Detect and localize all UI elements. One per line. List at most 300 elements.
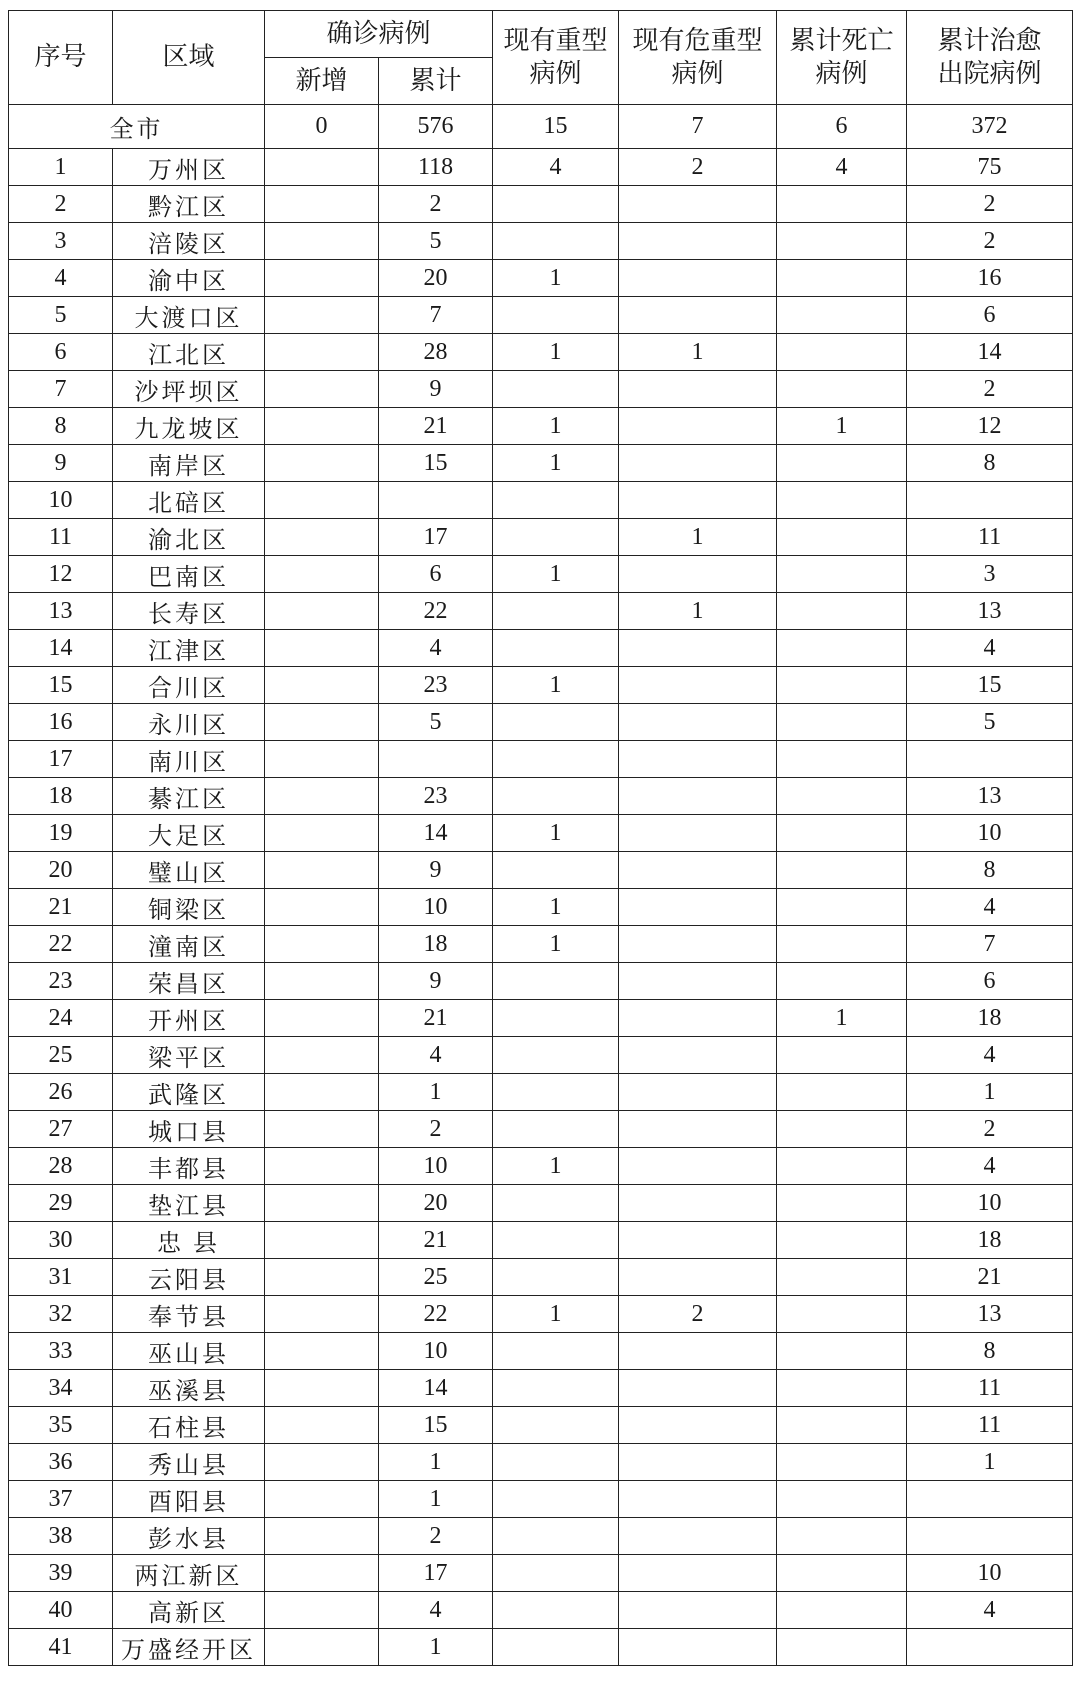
cell-severe: 1 [493,926,619,963]
cell-district: 沙坪坝区 [113,371,265,408]
cell-new [265,334,379,371]
cell-recovered: 6 [907,297,1073,334]
cell-deaths [777,593,907,630]
cell-critical [619,1185,777,1222]
table-row [9,815,1073,852]
table-row [9,889,1073,926]
cell-new [265,630,379,667]
cell-district: 南川区 [113,741,265,778]
cell-new [265,1185,379,1222]
cell-cumulative: 1 [379,1444,493,1481]
cell-district: 潼南区 [113,926,265,963]
cell-new [265,1259,379,1296]
cell-critical [619,926,777,963]
cell-cumulative: 17 [379,519,493,556]
table-row [9,149,1073,186]
cell-district: 万盛经开区 [113,1629,265,1666]
cell-index: 20 [9,852,113,889]
header-recovered-line2: 出院病例 [937,58,1042,89]
cell-new [265,260,379,297]
cell-index: 18 [9,778,113,815]
table-row [9,1407,1073,1444]
total-label: 全市 [9,105,265,149]
header-index: 序号 [9,11,113,105]
header-row-top [9,11,1073,58]
cell-new [265,667,379,704]
cell-severe [493,593,619,630]
cell-index: 15 [9,667,113,704]
cell-index: 19 [9,815,113,852]
cell-cumulative: 5 [379,704,493,741]
header-cumulative: 累计 [379,58,493,105]
cell-critical [619,445,777,482]
cell-severe: 1 [493,260,619,297]
table-row [9,186,1073,223]
cell-district: 城口县 [113,1111,265,1148]
cell-new [265,889,379,926]
cell-severe [493,1370,619,1407]
cell-severe [493,1407,619,1444]
cell-index: 4 [9,260,113,297]
cell-critical [619,741,777,778]
cell-index: 10 [9,482,113,519]
cell-district: 大渡口区 [113,297,265,334]
cell-critical [619,963,777,1000]
cell-district: 涪陵区 [113,223,265,260]
cell-cumulative: 18 [379,926,493,963]
table-row [9,223,1073,260]
cell-critical [619,1148,777,1185]
cell-critical [619,704,777,741]
cell-cumulative: 5 [379,223,493,260]
cell-critical [619,223,777,260]
cell-deaths: 4 [777,149,907,186]
cell-new [265,852,379,889]
cell-index: 39 [9,1555,113,1592]
cell-cumulative: 14 [379,815,493,852]
cell-recovered: 15 [907,667,1073,704]
cell-cumulative: 23 [379,667,493,704]
table-row [9,741,1073,778]
cell-severe [493,519,619,556]
cell-new [265,1333,379,1370]
cell-recovered: 18 [907,1000,1073,1037]
cell-deaths [777,926,907,963]
cell-new [265,445,379,482]
cell-recovered: 1 [907,1074,1073,1111]
cell-district: 大足区 [113,815,265,852]
cell-critical [619,1370,777,1407]
cell-recovered: 2 [907,1111,1073,1148]
cell-index: 25 [9,1037,113,1074]
cell-deaths [777,852,907,889]
cell-deaths [777,1370,907,1407]
cell-district: 彭水县 [113,1518,265,1555]
cell-new [265,963,379,1000]
table-row [9,260,1073,297]
cell-deaths [777,445,907,482]
cell-recovered [907,741,1073,778]
cell-severe [493,371,619,408]
cell-critical: 2 [619,149,777,186]
table-row [9,445,1073,482]
district-case-table [8,10,1073,1666]
cell-index: 21 [9,889,113,926]
cell-cumulative: 1 [379,1481,493,1518]
cell-index: 33 [9,1333,113,1370]
total-new: 0 [265,105,379,149]
cell-district: 高新区 [113,1592,265,1629]
cell-new [265,1444,379,1481]
cell-district: 梁平区 [113,1037,265,1074]
cell-new [265,408,379,445]
cell-cumulative: 22 [379,593,493,630]
cell-severe: 1 [493,1148,619,1185]
cell-recovered: 75 [907,149,1073,186]
cell-recovered: 4 [907,1148,1073,1185]
cell-cumulative: 9 [379,963,493,1000]
cell-severe [493,1037,619,1074]
cell-recovered: 1 [907,1444,1073,1481]
cell-deaths [777,1259,907,1296]
cell-new [265,1555,379,1592]
cell-new [265,1481,379,1518]
cell-cumulative: 9 [379,371,493,408]
header-deaths-line1: 累计死亡 [789,26,894,56]
cell-new [265,482,379,519]
cell-index: 24 [9,1000,113,1037]
cell-recovered: 4 [907,1037,1073,1074]
cell-district: 江北区 [113,334,265,371]
cell-severe [493,482,619,519]
cell-cumulative: 22 [379,1296,493,1333]
table-row [9,1444,1073,1481]
table-row [9,852,1073,889]
cell-new [265,1000,379,1037]
cell-index: 26 [9,1074,113,1111]
cell-district: 长寿区 [113,593,265,630]
cell-cumulative: 21 [379,408,493,445]
cell-index: 12 [9,556,113,593]
cell-recovered: 11 [907,1370,1073,1407]
cell-recovered [907,1518,1073,1555]
header-recovered [907,11,1073,105]
cell-severe [493,852,619,889]
cell-recovered: 21 [907,1259,1073,1296]
table-row [9,371,1073,408]
cell-new [265,371,379,408]
cell-severe [493,1333,619,1370]
cell-critical [619,778,777,815]
cell-deaths [777,1555,907,1592]
cell-critical: 1 [619,593,777,630]
cell-cumulative: 10 [379,1148,493,1185]
cell-cumulative: 4 [379,1037,493,1074]
table-row [9,1222,1073,1259]
cell-critical [619,1444,777,1481]
cell-recovered: 8 [907,1333,1073,1370]
table-row [9,1000,1073,1037]
cell-recovered: 2 [907,223,1073,260]
cell-index: 36 [9,1444,113,1481]
table-row [9,1370,1073,1407]
cell-deaths [777,963,907,1000]
cell-cumulative: 14 [379,1370,493,1407]
table-row [9,408,1073,445]
cell-cumulative: 6 [379,556,493,593]
table-row [9,1037,1073,1074]
table-row [9,519,1073,556]
cell-severe [493,1074,619,1111]
cell-severe [493,1555,619,1592]
cell-recovered: 13 [907,593,1073,630]
cell-severe [493,963,619,1000]
cell-severe: 1 [493,1296,619,1333]
cell-new [265,1629,379,1666]
cell-recovered: 13 [907,1296,1073,1333]
cell-recovered: 11 [907,519,1073,556]
cell-district: 两江新区 [113,1555,265,1592]
cell-deaths [777,704,907,741]
header-severe-line2: 病例 [529,58,582,89]
cell-cumulative [379,482,493,519]
cell-new [265,186,379,223]
cell-new [265,297,379,334]
cell-cumulative: 28 [379,334,493,371]
cell-critical [619,1111,777,1148]
table-row [9,556,1073,593]
cell-district: 铜梁区 [113,889,265,926]
cell-cumulative: 21 [379,1000,493,1037]
cell-district: 酉阳县 [113,1481,265,1518]
cell-critical: 1 [619,519,777,556]
cell-district: 江津区 [113,630,265,667]
cell-index: 31 [9,1259,113,1296]
cell-district: 渝中区 [113,260,265,297]
cell-critical [619,630,777,667]
cell-deaths [777,334,907,371]
table-row [9,778,1073,815]
cell-deaths [777,556,907,593]
cell-index: 27 [9,1111,113,1148]
cell-new [265,223,379,260]
cell-severe: 1 [493,408,619,445]
cell-deaths: 1 [777,1000,907,1037]
cell-index: 35 [9,1407,113,1444]
cell-deaths: 1 [777,408,907,445]
cell-deaths [777,260,907,297]
table-row [9,593,1073,630]
cell-recovered: 4 [907,889,1073,926]
cell-district: 巫溪县 [113,1370,265,1407]
cell-deaths [777,1037,907,1074]
cell-new [265,1370,379,1407]
cell-critical [619,297,777,334]
table-row [9,297,1073,334]
cell-district: 云阳县 [113,1259,265,1296]
cell-district: 黔江区 [113,186,265,223]
cell-deaths [777,667,907,704]
table-row [9,1629,1073,1666]
cell-new [265,1222,379,1259]
table-row [9,1148,1073,1185]
cell-critical [619,1222,777,1259]
cell-deaths [777,1518,907,1555]
cell-recovered: 18 [907,1222,1073,1259]
cell-recovered: 10 [907,815,1073,852]
cell-severe [493,1222,619,1259]
cell-critical [619,556,777,593]
cell-severe [493,1629,619,1666]
cell-district: 九龙坡区 [113,408,265,445]
table-row [9,1259,1073,1296]
cell-severe [493,778,619,815]
cell-cumulative: 20 [379,1185,493,1222]
cell-deaths [777,741,907,778]
cell-new [265,149,379,186]
header-new: 新增 [265,58,379,105]
cell-cumulative: 10 [379,1333,493,1370]
cell-new [265,1407,379,1444]
cell-index: 29 [9,1185,113,1222]
cell-cumulative: 1 [379,1074,493,1111]
cell-recovered: 3 [907,556,1073,593]
cell-deaths [777,815,907,852]
cell-district: 荣昌区 [113,963,265,1000]
header-critical-line1: 现有危重型 [632,26,763,56]
cell-index: 17 [9,741,113,778]
cell-cumulative: 9 [379,852,493,889]
cell-district: 万州区 [113,149,265,186]
cell-index: 40 [9,1592,113,1629]
cell-critical [619,815,777,852]
cell-severe: 1 [493,815,619,852]
cell-critical [619,260,777,297]
cell-severe [493,1259,619,1296]
cell-cumulative: 118 [379,149,493,186]
cell-critical [619,1000,777,1037]
cell-new [265,778,379,815]
cell-critical [619,1407,777,1444]
cell-district: 璧山区 [113,852,265,889]
cell-index: 30 [9,1222,113,1259]
cell-cumulative: 10 [379,889,493,926]
table-row [9,926,1073,963]
table-row [9,667,1073,704]
cell-deaths [777,1333,907,1370]
cell-critical [619,667,777,704]
cell-critical [619,482,777,519]
cell-recovered: 2 [907,186,1073,223]
cell-new [265,1296,379,1333]
cell-critical [619,1333,777,1370]
cell-severe: 1 [493,334,619,371]
cell-critical [619,1259,777,1296]
cell-new [265,926,379,963]
cell-index: 9 [9,445,113,482]
cell-district: 渝北区 [113,519,265,556]
cell-cumulative: 2 [379,1111,493,1148]
cell-deaths [777,482,907,519]
cell-severe [493,297,619,334]
cell-severe [493,741,619,778]
cell-critical [619,852,777,889]
cell-district: 合川区 [113,667,265,704]
cell-new [265,1592,379,1629]
cell-district: 秀山县 [113,1444,265,1481]
cell-deaths [777,1592,907,1629]
cell-recovered: 4 [907,630,1073,667]
table-header [9,11,1073,105]
cell-recovered: 13 [907,778,1073,815]
cell-severe [493,223,619,260]
cell-deaths [777,1148,907,1185]
total-cumulative: 576 [379,105,493,149]
cell-cumulative: 4 [379,630,493,667]
cell-recovered: 16 [907,260,1073,297]
cell-recovered: 11 [907,1407,1073,1444]
header-deaths [777,11,907,105]
cell-critical [619,889,777,926]
cell-severe [493,1111,619,1148]
cell-severe: 1 [493,889,619,926]
cell-district: 忠 县 [113,1222,265,1259]
cell-index: 8 [9,408,113,445]
cell-index: 37 [9,1481,113,1518]
cell-index: 41 [9,1629,113,1666]
cell-deaths [777,1185,907,1222]
cell-cumulative: 23 [379,778,493,815]
cell-new [265,704,379,741]
cell-deaths [777,1074,907,1111]
header-critical-line2: 病例 [671,58,724,89]
cell-recovered: 10 [907,1185,1073,1222]
cell-severe [493,1518,619,1555]
cell-cumulative: 4 [379,1592,493,1629]
cell-deaths [777,630,907,667]
cell-new [265,741,379,778]
cell-cumulative: 2 [379,1518,493,1555]
cell-critical [619,186,777,223]
cell-critical [619,1555,777,1592]
table-row [9,1185,1073,1222]
cell-recovered [907,482,1073,519]
cell-index: 23 [9,963,113,1000]
table-body [9,105,1073,1666]
cell-district: 丰都县 [113,1148,265,1185]
table-row [9,1518,1073,1555]
table-row [9,1111,1073,1148]
cell-severe [493,186,619,223]
table-row [9,630,1073,667]
cell-recovered: 6 [907,963,1073,1000]
cell-severe [493,1185,619,1222]
cell-deaths [777,1407,907,1444]
table-row [9,1296,1073,1333]
total-deaths: 6 [777,105,907,149]
cell-index: 22 [9,926,113,963]
cell-severe [493,1000,619,1037]
cell-index: 6 [9,334,113,371]
cell-index: 3 [9,223,113,260]
cell-critical [619,1518,777,1555]
cell-recovered: 8 [907,445,1073,482]
cell-index: 13 [9,593,113,630]
cell-index: 16 [9,704,113,741]
cell-deaths [777,519,907,556]
cell-index: 11 [9,519,113,556]
cell-new [265,1074,379,1111]
